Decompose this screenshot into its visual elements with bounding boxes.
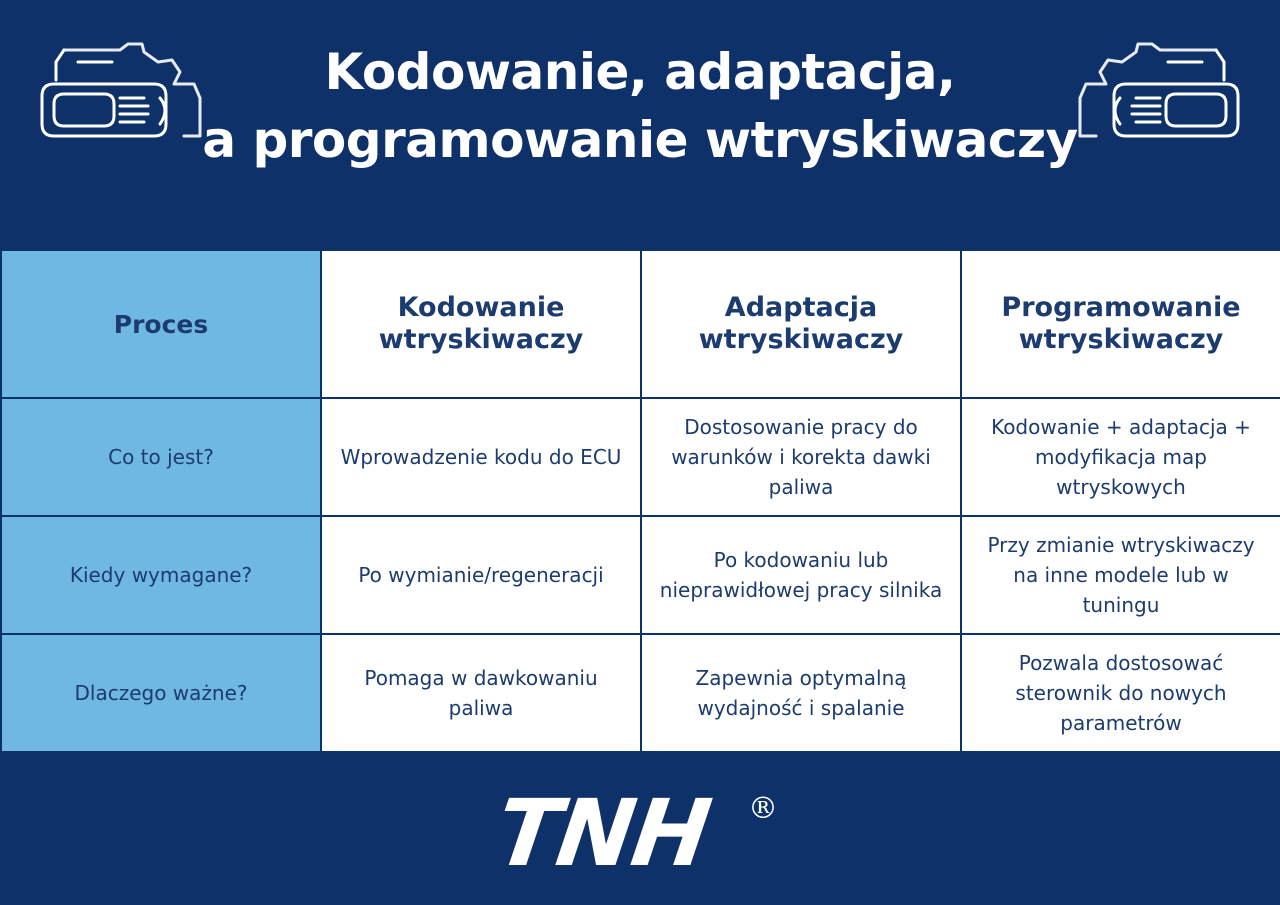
table-header-row bbox=[1, 250, 1280, 398]
comparison-table bbox=[0, 249, 1280, 753]
row-label-dlaczego-wazne: Dlaczego ważne? bbox=[1, 634, 321, 752]
header-kodowanie: Kodowanie wtryskiwaczy bbox=[321, 250, 641, 398]
registered-mark: ® bbox=[748, 791, 778, 826]
table-cell: Kodowanie + adaptacja + modyfikacja map wtryskowych bbox=[961, 398, 1280, 516]
table-cell: Po kodowaniu lub nieprawidłowej pracy silnika bbox=[641, 516, 961, 634]
row-label-kiedy-wymagane: Kiedy wymagane? bbox=[1, 516, 321, 634]
title-line-1: Kodowanie, adaptacja, bbox=[324, 43, 956, 101]
table-row bbox=[1, 398, 1280, 516]
header-programowanie: Programowanie wtryskiwaczy bbox=[961, 250, 1280, 398]
table-cell: Dostosowanie pracy do warunków i korekta dawki paliwa bbox=[641, 398, 961, 516]
ecu-injector-outline-icon bbox=[34, 40, 206, 144]
table-cell: Wprowadzenie kodu do ECU bbox=[321, 398, 641, 516]
header-adaptacja: Adaptacja wtryskiwaczy bbox=[641, 250, 961, 398]
table-row bbox=[1, 634, 1280, 752]
table-cell: Pozwala dostosować sterownik do nowych parametrów bbox=[961, 634, 1280, 752]
table-row bbox=[1, 516, 1280, 634]
row-label-co-to-jest: Co to jest? bbox=[1, 398, 321, 516]
table-cell: Pomaga w dawkowaniu paliwa bbox=[321, 634, 641, 752]
table-cell: Zapewnia optymalną wydajność i spalanie bbox=[641, 634, 961, 752]
table-cell: Po wymianie/regeneracji bbox=[321, 516, 641, 634]
tnh-logo: TNH bbox=[489, 780, 716, 887]
header-label-proces: Proces bbox=[1, 250, 321, 398]
ecu-injector-outline-icon bbox=[1074, 40, 1246, 144]
table-cell: Przy zmianie wtryskiwaczy na inne modele lub w tuningu bbox=[961, 516, 1280, 634]
title-line-2: a programowanie wtryskiwaczy bbox=[202, 111, 1078, 169]
